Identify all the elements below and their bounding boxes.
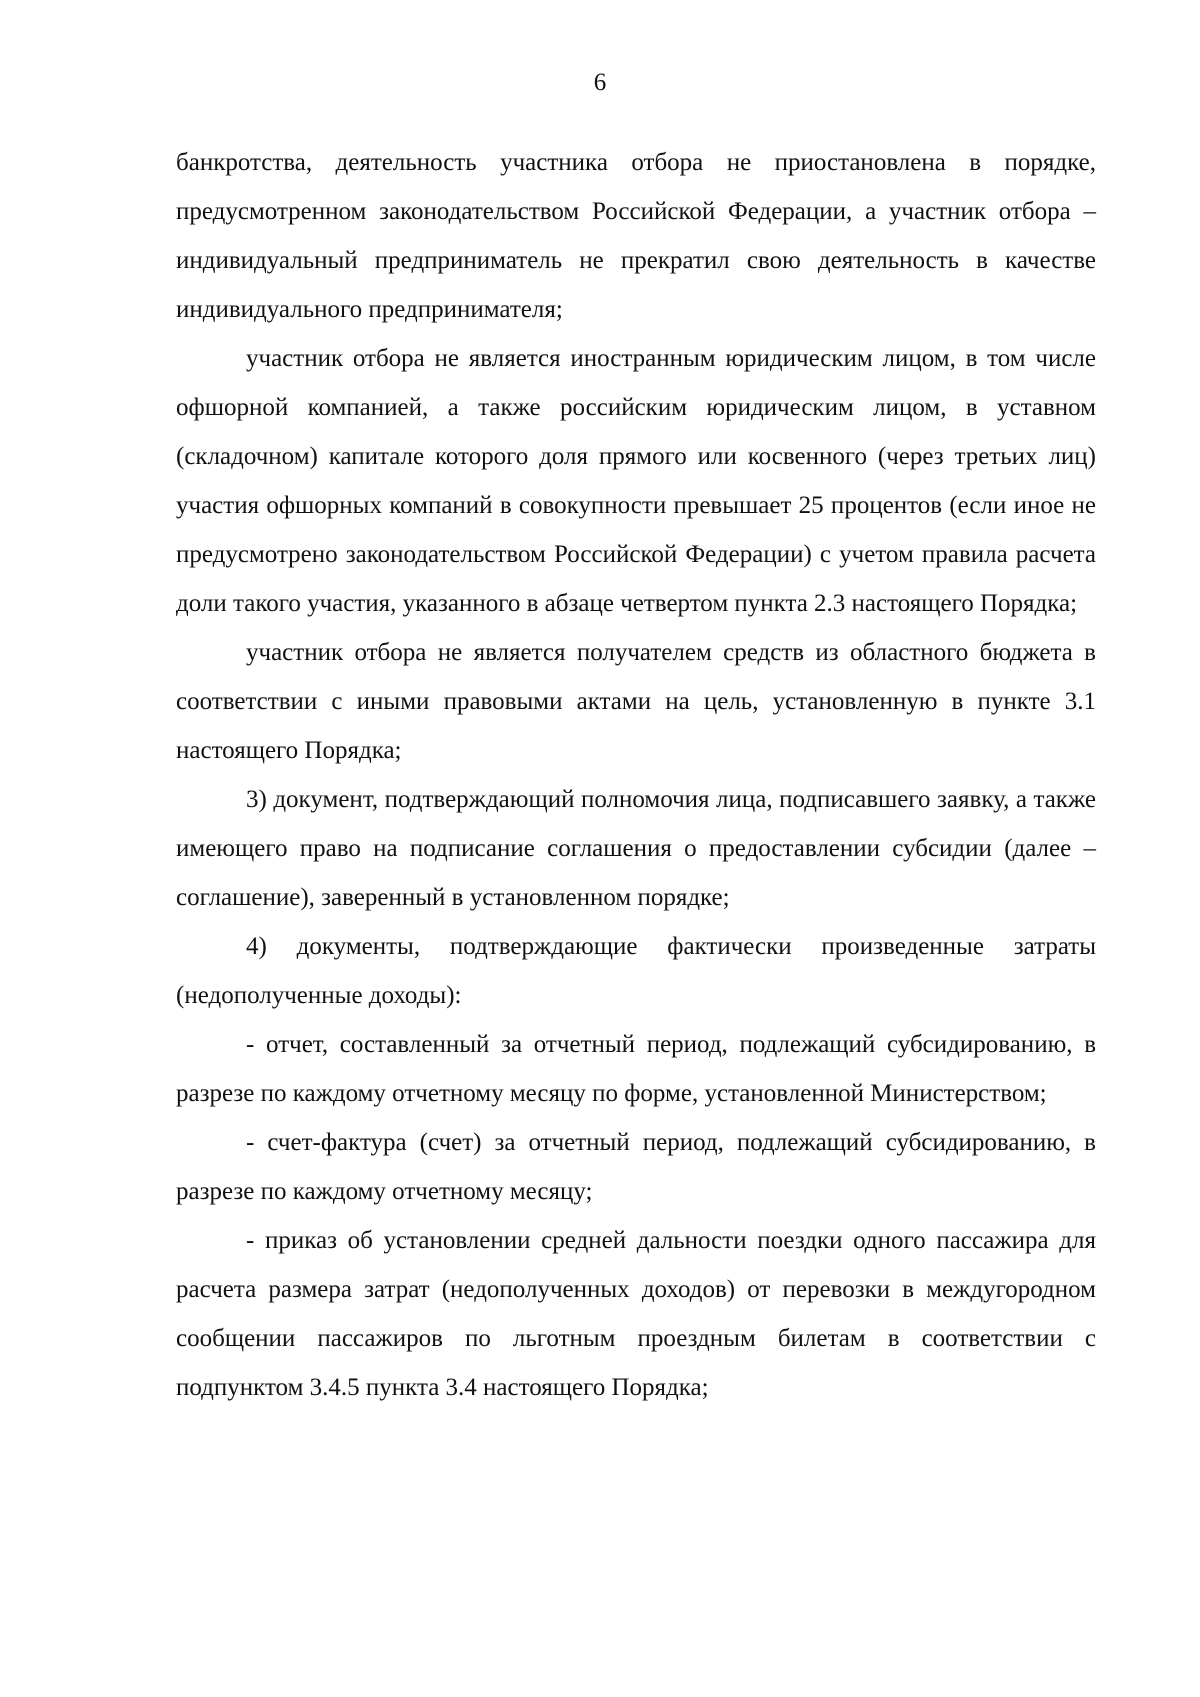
list-item-order-average-distance: - приказ об установлении средней дальности поездки одного пассажира для расчета размера затрат (недополученных доходов) от перевозки в междугородном сообщении пассажиров по льготным проездным билетам в соответствии с подпунктом 3.4.5 пункта 3.4 настоящего Порядка; xyxy=(176,1227,1096,1401)
list-item-invoice: - счет-фактура (счет) за отчетный период, подлежащий субсидированию, в разрезе по каждому отчетному месяцу; xyxy=(176,1129,1096,1205)
document-body xyxy=(176,138,1096,1412)
list-item-report: - отчет, составленный за отчетный период, подлежащий субсидированию, в разрезе по каждому отчетному месяцу по форме, установленной Министерством; xyxy=(176,1031,1096,1107)
paragraph-not-foreign-entity: участник отбора не является иностранным юридическим лицом, в том числе офшорной компанией, а также российским юридическим лицом, в уставном (складочном) капитале которого доля прямого или косвенного (через третьих лиц) участия офшорных компаний в совокупности превышает 25 процентов (если иное не предусмотрено законодательством Российской Федерации) с учетом правила расчета доли такого участия, указанного в абзаце четвертом пункта 2.3 настоящего Порядка; xyxy=(176,345,1096,617)
paragraph-bankruptcy-continuation: банкротства, деятельность участника отбора не приостановлена в порядке, предусмотренном законодательством Российской Федерации, а участник отбора – индивидуальный предприниматель не прекратил свою деятельность в качестве индивидуального предпринимателя; xyxy=(176,149,1096,323)
paragraph-item-3-authority-document: 3) документ, подтверждающий полномочия лица, подписавшего заявку, а также имеющего право на подписание соглашения о предоставлении субсидии (далее – соглашение), заверенный в установленном порядке; xyxy=(176,786,1096,911)
page-number: 6 xyxy=(593,69,607,96)
paragraph-item-4-cost-documents: 4) документы, подтверждающие фактически произведенные затраты (недополученные доходы): xyxy=(176,933,1096,1009)
paragraph-not-budget-recipient: участник отбора не является получателем средств из областного бюджета в соответствии с иными правовыми актами на цель, установленную в пункте 3.1 настоящего Порядка; xyxy=(176,639,1096,764)
